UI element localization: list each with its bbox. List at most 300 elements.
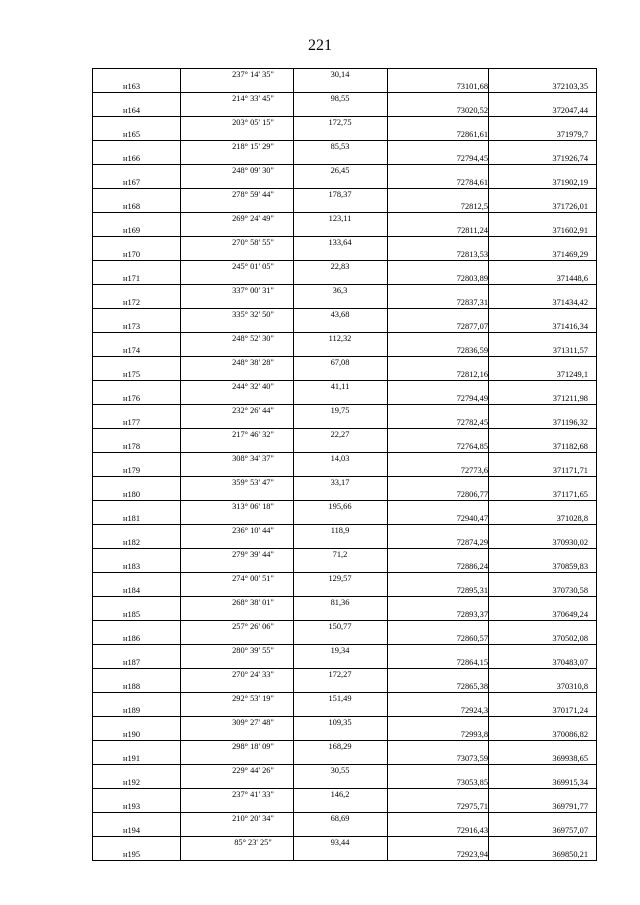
x-coordinate-cell	[388, 669, 488, 681]
x-coordinate-cell	[388, 93, 488, 105]
angle-cell: 244° 32' 40"	[232, 382, 274, 391]
length-cell: 195,66	[328, 502, 352, 511]
table-row	[93, 513, 596, 525]
y-coordinate-cell	[488, 789, 588, 801]
length-cell	[293, 441, 387, 453]
angle-cell: 274° 00' 51"	[232, 574, 274, 583]
point-cell: н183	[123, 561, 141, 571]
point-cell: н173	[123, 321, 141, 331]
y-coordinate-cell	[488, 405, 588, 417]
table-row	[93, 140, 596, 153]
table-row	[93, 836, 596, 849]
y-coordinate-cell: 369915,34	[552, 777, 588, 787]
table-row	[93, 825, 596, 837]
point-cell: н166	[123, 153, 141, 163]
y-coordinate-cell	[488, 621, 588, 633]
table-row	[93, 452, 596, 465]
x-coordinate-cell	[388, 333, 488, 345]
y-coordinate-cell	[488, 213, 588, 225]
length-cell	[293, 153, 387, 165]
length-cell: 19,75	[330, 406, 350, 415]
x-coordinate-cell	[388, 69, 488, 81]
x-coordinate-cell: 73020,52	[456, 105, 488, 115]
table-body	[93, 69, 596, 860]
y-coordinate-cell: 369791,77	[552, 801, 588, 811]
table-row	[93, 356, 596, 369]
table-row	[93, 729, 596, 741]
angle-cell: 298° 18' 09"	[232, 742, 274, 751]
table-row	[93, 345, 596, 357]
point-cell: н170	[123, 249, 141, 259]
y-coordinate-cell: 371211,98	[552, 393, 588, 403]
x-coordinate-cell: 72764,85	[456, 441, 488, 451]
angle-cell: 85° 23' 25"	[234, 838, 272, 847]
y-coordinate-cell: 371196,32	[552, 417, 588, 427]
y-coordinate-cell: 371171,65	[552, 489, 588, 499]
x-coordinate-cell: 72812,5	[460, 201, 488, 211]
y-coordinate-cell	[488, 141, 588, 153]
x-coordinate-cell	[388, 165, 488, 177]
y-coordinate-cell: 371416,34	[552, 321, 588, 331]
table-row	[93, 188, 596, 201]
table-row	[93, 620, 596, 633]
length-cell	[293, 225, 387, 237]
point-cell: н193	[123, 801, 141, 811]
length-cell: 33,17	[330, 478, 350, 487]
table-row	[93, 441, 596, 453]
angle-cell: 280° 39' 55"	[232, 646, 274, 655]
length-cell: 151,49	[328, 694, 352, 703]
table-row	[93, 561, 596, 573]
x-coordinate-cell	[388, 717, 488, 729]
y-coordinate-cell	[488, 357, 588, 369]
y-coordinate-cell: 370859,83	[552, 561, 588, 571]
table-row	[93, 249, 596, 261]
table-row	[93, 668, 596, 681]
angle-cell: 214° 33' 45"	[232, 94, 274, 103]
length-cell	[293, 321, 387, 333]
point-cell: н187	[123, 657, 141, 667]
length-cell	[293, 729, 387, 741]
x-coordinate-cell: 72773,6	[460, 465, 488, 475]
y-coordinate-cell	[488, 597, 588, 609]
y-coordinate-cell: 372047,44	[552, 105, 588, 115]
angle-cell: 268° 38' 01"	[232, 598, 274, 607]
y-coordinate-cell	[488, 525, 588, 537]
point-cell: н190	[123, 729, 141, 739]
angle-cell: 237° 14' 35"	[232, 70, 274, 79]
y-coordinate-cell	[488, 285, 588, 297]
table-row	[93, 657, 596, 669]
y-coordinate-cell	[488, 669, 588, 681]
x-coordinate-cell: 72864,15	[456, 657, 488, 667]
length-cell	[293, 777, 387, 789]
x-coordinate-cell	[388, 381, 488, 393]
point-cell: н168	[123, 201, 141, 211]
point-cell: н171	[123, 273, 141, 283]
length-cell	[293, 345, 387, 357]
length-cell	[293, 465, 387, 477]
length-cell: 71,2	[332, 550, 348, 559]
table-row	[93, 705, 596, 717]
length-cell	[293, 369, 387, 381]
length-cell: 129,57	[328, 574, 352, 583]
y-coordinate-cell	[488, 333, 588, 345]
x-coordinate-cell	[388, 693, 488, 705]
point-cell: н184	[123, 585, 141, 595]
length-cell: 19,34	[330, 646, 350, 655]
x-coordinate-cell: 72837,31	[456, 297, 488, 307]
x-coordinate-cell	[388, 789, 488, 801]
table-row	[93, 105, 596, 117]
length-cell: 22,83	[330, 262, 350, 271]
table-row	[93, 548, 596, 561]
x-coordinate-cell: 72794,49	[456, 393, 488, 403]
x-coordinate-cell	[388, 573, 488, 585]
table-row	[93, 212, 596, 225]
length-cell: 133,64	[328, 238, 352, 247]
length-cell	[293, 681, 387, 693]
table-row	[93, 788, 596, 801]
length-cell: 41,11	[330, 382, 350, 391]
length-cell: 109,35	[328, 718, 352, 727]
x-coordinate-cell	[388, 141, 488, 153]
length-cell	[293, 129, 387, 141]
x-coordinate-cell: 73053,85	[456, 777, 488, 787]
x-coordinate-cell: 72794,45	[456, 153, 488, 163]
y-coordinate-cell	[488, 429, 588, 441]
table-row	[93, 260, 596, 273]
length-cell	[293, 585, 387, 597]
table-row	[93, 308, 596, 321]
table-row	[93, 476, 596, 489]
point-cell: н172	[123, 297, 141, 307]
y-coordinate-cell	[488, 693, 588, 705]
y-coordinate-cell	[488, 309, 588, 321]
x-coordinate-cell	[388, 237, 488, 249]
x-coordinate-cell: 73073,59	[456, 753, 488, 763]
angle-cell: 270° 58' 55"	[232, 238, 274, 247]
y-coordinate-cell: 371902,19	[552, 177, 588, 187]
angle-cell: 279° 39' 44"	[232, 550, 274, 559]
length-cell: 43,68	[330, 310, 350, 319]
point-cell: н182	[123, 537, 141, 547]
table-row	[93, 81, 596, 93]
length-cell: 67,08	[330, 358, 350, 367]
point-cell: н177	[123, 417, 141, 427]
angle-cell: 218° 15' 29"	[232, 142, 274, 151]
length-cell: 150,77	[328, 622, 352, 631]
angle-cell: 269° 24' 49"	[232, 214, 274, 223]
table-row	[93, 236, 596, 249]
x-coordinate-cell	[388, 765, 488, 777]
x-coordinate-cell: 72860,57	[456, 633, 488, 643]
point-cell: н179	[123, 465, 141, 475]
length-cell: 172,27	[328, 670, 352, 679]
y-coordinate-cell	[488, 93, 588, 105]
column-divider	[488, 69, 489, 860]
angle-cell: 232° 26' 44"	[232, 406, 274, 415]
y-coordinate-cell: 371469,29	[552, 249, 588, 259]
table-row	[93, 404, 596, 417]
y-coordinate-cell	[488, 765, 588, 777]
point-cell: н174	[123, 345, 141, 355]
x-coordinate-cell	[388, 501, 488, 513]
table-row	[93, 500, 596, 513]
x-coordinate-cell: 72975,71	[456, 801, 488, 811]
x-coordinate-cell: 72916,43	[456, 825, 488, 835]
y-coordinate-cell: 370086,82	[552, 729, 588, 739]
length-cell	[293, 417, 387, 429]
x-coordinate-cell: 72993,8	[460, 729, 488, 739]
table-row	[93, 284, 596, 297]
y-coordinate-cell: 371926,74	[552, 153, 588, 163]
length-cell	[293, 801, 387, 813]
table-row	[93, 801, 596, 813]
angle-cell: 203° 05' 15"	[232, 118, 274, 127]
angle-cell: 248° 09' 30"	[232, 166, 274, 175]
page-number: 221	[308, 37, 332, 54]
y-coordinate-cell: 369938,65	[552, 753, 588, 763]
length-cell	[293, 273, 387, 285]
table-row	[93, 572, 596, 585]
table-row	[93, 177, 596, 189]
table-row	[93, 201, 596, 213]
x-coordinate-cell	[388, 813, 488, 825]
length-cell: 14,03	[330, 454, 350, 463]
x-coordinate-cell	[388, 309, 488, 321]
table-row	[93, 225, 596, 237]
length-cell	[293, 561, 387, 573]
y-coordinate-cell: 372103,35	[552, 81, 588, 91]
y-coordinate-cell: 370483,07	[552, 657, 588, 667]
y-coordinate-cell: 370649,24	[552, 609, 588, 619]
x-coordinate-cell: 72924,3	[460, 705, 488, 715]
y-coordinate-cell: 369757,07	[552, 825, 588, 835]
x-coordinate-cell: 73101,68	[456, 81, 488, 91]
y-coordinate-cell	[488, 645, 588, 657]
x-coordinate-cell: 72886,24	[456, 561, 488, 571]
angle-cell: 217° 46' 32"	[232, 430, 274, 439]
length-cell	[293, 249, 387, 261]
angle-cell: 278° 59' 44"	[232, 190, 274, 199]
x-coordinate-cell	[388, 213, 488, 225]
length-cell	[293, 609, 387, 621]
length-cell	[293, 657, 387, 669]
length-cell: 178,37	[328, 190, 352, 199]
length-cell: 36,3	[332, 286, 348, 295]
y-coordinate-cell: 370310,8	[556, 681, 588, 691]
length-cell	[293, 177, 387, 189]
y-coordinate-cell: 371434,42	[552, 297, 588, 307]
angle-cell: 237° 41' 33"	[232, 790, 274, 799]
x-coordinate-cell	[388, 525, 488, 537]
x-coordinate-cell: 72806,77	[456, 489, 488, 499]
y-coordinate-cell	[488, 813, 588, 825]
table-row	[93, 321, 596, 333]
x-coordinate-cell	[388, 429, 488, 441]
table-row	[93, 116, 596, 129]
y-coordinate-cell	[488, 117, 588, 129]
x-coordinate-cell: 72782,45	[456, 417, 488, 427]
length-cell: 118,9	[330, 526, 350, 535]
y-coordinate-cell: 371726,01	[552, 201, 588, 211]
angle-cell: 309° 27' 48"	[232, 718, 274, 727]
length-cell: 81,36	[330, 598, 350, 607]
point-cell: н189	[123, 705, 141, 715]
y-coordinate-cell: 371448,6	[556, 273, 588, 283]
length-cell: 168,29	[328, 742, 352, 751]
y-coordinate-cell	[488, 165, 588, 177]
length-cell: 26,45	[330, 166, 350, 175]
angle-cell: 248° 38' 28"	[232, 358, 274, 367]
table-row	[93, 633, 596, 645]
table-row	[93, 644, 596, 657]
y-coordinate-cell	[488, 189, 588, 201]
y-coordinate-cell: 370930,02	[552, 537, 588, 547]
point-cell: н185	[123, 609, 141, 619]
length-cell	[293, 513, 387, 525]
y-coordinate-cell: 371171,71	[552, 465, 588, 475]
length-cell	[293, 825, 387, 837]
length-cell	[293, 201, 387, 213]
angle-cell: 292° 53' 19"	[232, 694, 274, 703]
point-cell: н169	[123, 225, 141, 235]
point-cell: н181	[123, 513, 141, 523]
length-cell: 68,69	[330, 814, 350, 823]
y-coordinate-cell: 371182,68	[552, 441, 588, 451]
point-cell: н180	[123, 489, 141, 499]
y-coordinate-cell	[488, 261, 588, 273]
y-coordinate-cell	[488, 741, 588, 753]
angle-cell: 257° 26' 06"	[232, 622, 274, 631]
y-coordinate-cell: 371602,91	[552, 225, 588, 235]
length-cell: 30,14	[330, 70, 350, 79]
table-row	[93, 393, 596, 405]
angle-cell: 335° 32' 50"	[232, 310, 274, 319]
y-coordinate-cell	[488, 69, 588, 81]
length-cell	[293, 633, 387, 645]
x-coordinate-cell	[388, 453, 488, 465]
angle-cell: 210° 20' 34"	[232, 814, 274, 823]
x-coordinate-cell	[388, 477, 488, 489]
point-cell: н175	[123, 369, 141, 379]
x-coordinate-cell	[388, 189, 488, 201]
point-cell: н165	[123, 129, 141, 139]
x-coordinate-cell	[388, 357, 488, 369]
table-row	[93, 417, 596, 429]
point-cell: н167	[123, 177, 141, 187]
length-cell	[293, 537, 387, 549]
y-coordinate-cell: 371028,8	[556, 513, 588, 523]
x-coordinate-cell: 72813,53	[456, 249, 488, 259]
angle-cell: 270° 24' 33"	[232, 670, 274, 679]
table-row	[93, 777, 596, 789]
y-coordinate-cell	[488, 717, 588, 729]
table-row	[93, 428, 596, 441]
length-cell: 93,44	[330, 838, 350, 847]
point-cell: н176	[123, 393, 141, 403]
y-coordinate-cell: 369850,21	[552, 849, 588, 859]
y-coordinate-cell	[488, 237, 588, 249]
x-coordinate-cell	[388, 597, 488, 609]
table-row	[93, 753, 596, 765]
length-cell	[293, 81, 387, 93]
x-coordinate-cell: 72836,59	[456, 345, 488, 355]
point-cell: н194	[123, 825, 141, 835]
table-row	[93, 380, 596, 393]
angle-cell: 248° 52' 30"	[232, 334, 274, 343]
table-row	[93, 69, 596, 81]
length-cell: 85,53	[330, 142, 350, 151]
table-row	[93, 332, 596, 345]
y-coordinate-cell: 371311,57	[552, 345, 588, 355]
x-coordinate-cell: 72784,61	[456, 177, 488, 187]
table-row	[93, 524, 596, 537]
column-divider	[387, 69, 388, 860]
x-coordinate-cell	[388, 837, 488, 849]
coordinate-table	[92, 68, 597, 861]
x-coordinate-cell	[388, 645, 488, 657]
point-cell: н192	[123, 777, 141, 787]
table-row	[93, 465, 596, 477]
table-row	[93, 489, 596, 501]
table-row	[93, 273, 596, 285]
point-cell: н195	[123, 849, 141, 859]
table-row	[93, 596, 596, 609]
x-coordinate-cell	[388, 261, 488, 273]
x-coordinate-cell	[388, 405, 488, 417]
length-cell: 123,11	[328, 214, 352, 223]
y-coordinate-cell	[488, 837, 588, 849]
length-cell	[293, 705, 387, 717]
angle-cell: 245° 01' 05"	[232, 262, 274, 271]
x-coordinate-cell: 72812,16	[456, 369, 488, 379]
x-coordinate-cell	[388, 549, 488, 561]
x-coordinate-cell: 72923,94	[456, 849, 488, 859]
table-row	[93, 537, 596, 549]
length-cell: 146,2	[330, 790, 350, 799]
angle-cell: 229° 44' 26"	[232, 766, 274, 775]
x-coordinate-cell: 72811,24	[456, 225, 488, 235]
length-cell	[293, 105, 387, 117]
x-coordinate-cell: 72893,37	[456, 609, 488, 619]
table-row	[93, 129, 596, 141]
length-cell	[293, 297, 387, 309]
y-coordinate-cell	[488, 501, 588, 513]
point-cell: н164	[123, 105, 141, 115]
x-coordinate-cell: 72877,07	[456, 321, 488, 331]
angle-cell: 313° 06' 18"	[232, 502, 274, 511]
table-row	[93, 716, 596, 729]
y-coordinate-cell	[488, 381, 588, 393]
x-coordinate-cell	[388, 621, 488, 633]
length-cell: 98,55	[330, 94, 350, 103]
y-coordinate-cell: 370171,24	[552, 705, 588, 715]
x-coordinate-cell: 72861,61	[456, 129, 488, 139]
table-row	[93, 681, 596, 693]
point-cell: н178	[123, 441, 141, 451]
y-coordinate-cell	[488, 453, 588, 465]
y-coordinate-cell	[488, 477, 588, 489]
length-cell: 22,27	[330, 430, 350, 439]
point-cell: н186	[123, 633, 141, 643]
length-cell	[293, 489, 387, 501]
y-coordinate-cell: 371249,1	[556, 369, 588, 379]
y-coordinate-cell	[488, 573, 588, 585]
table-row	[93, 609, 596, 621]
column-divider	[180, 69, 181, 860]
